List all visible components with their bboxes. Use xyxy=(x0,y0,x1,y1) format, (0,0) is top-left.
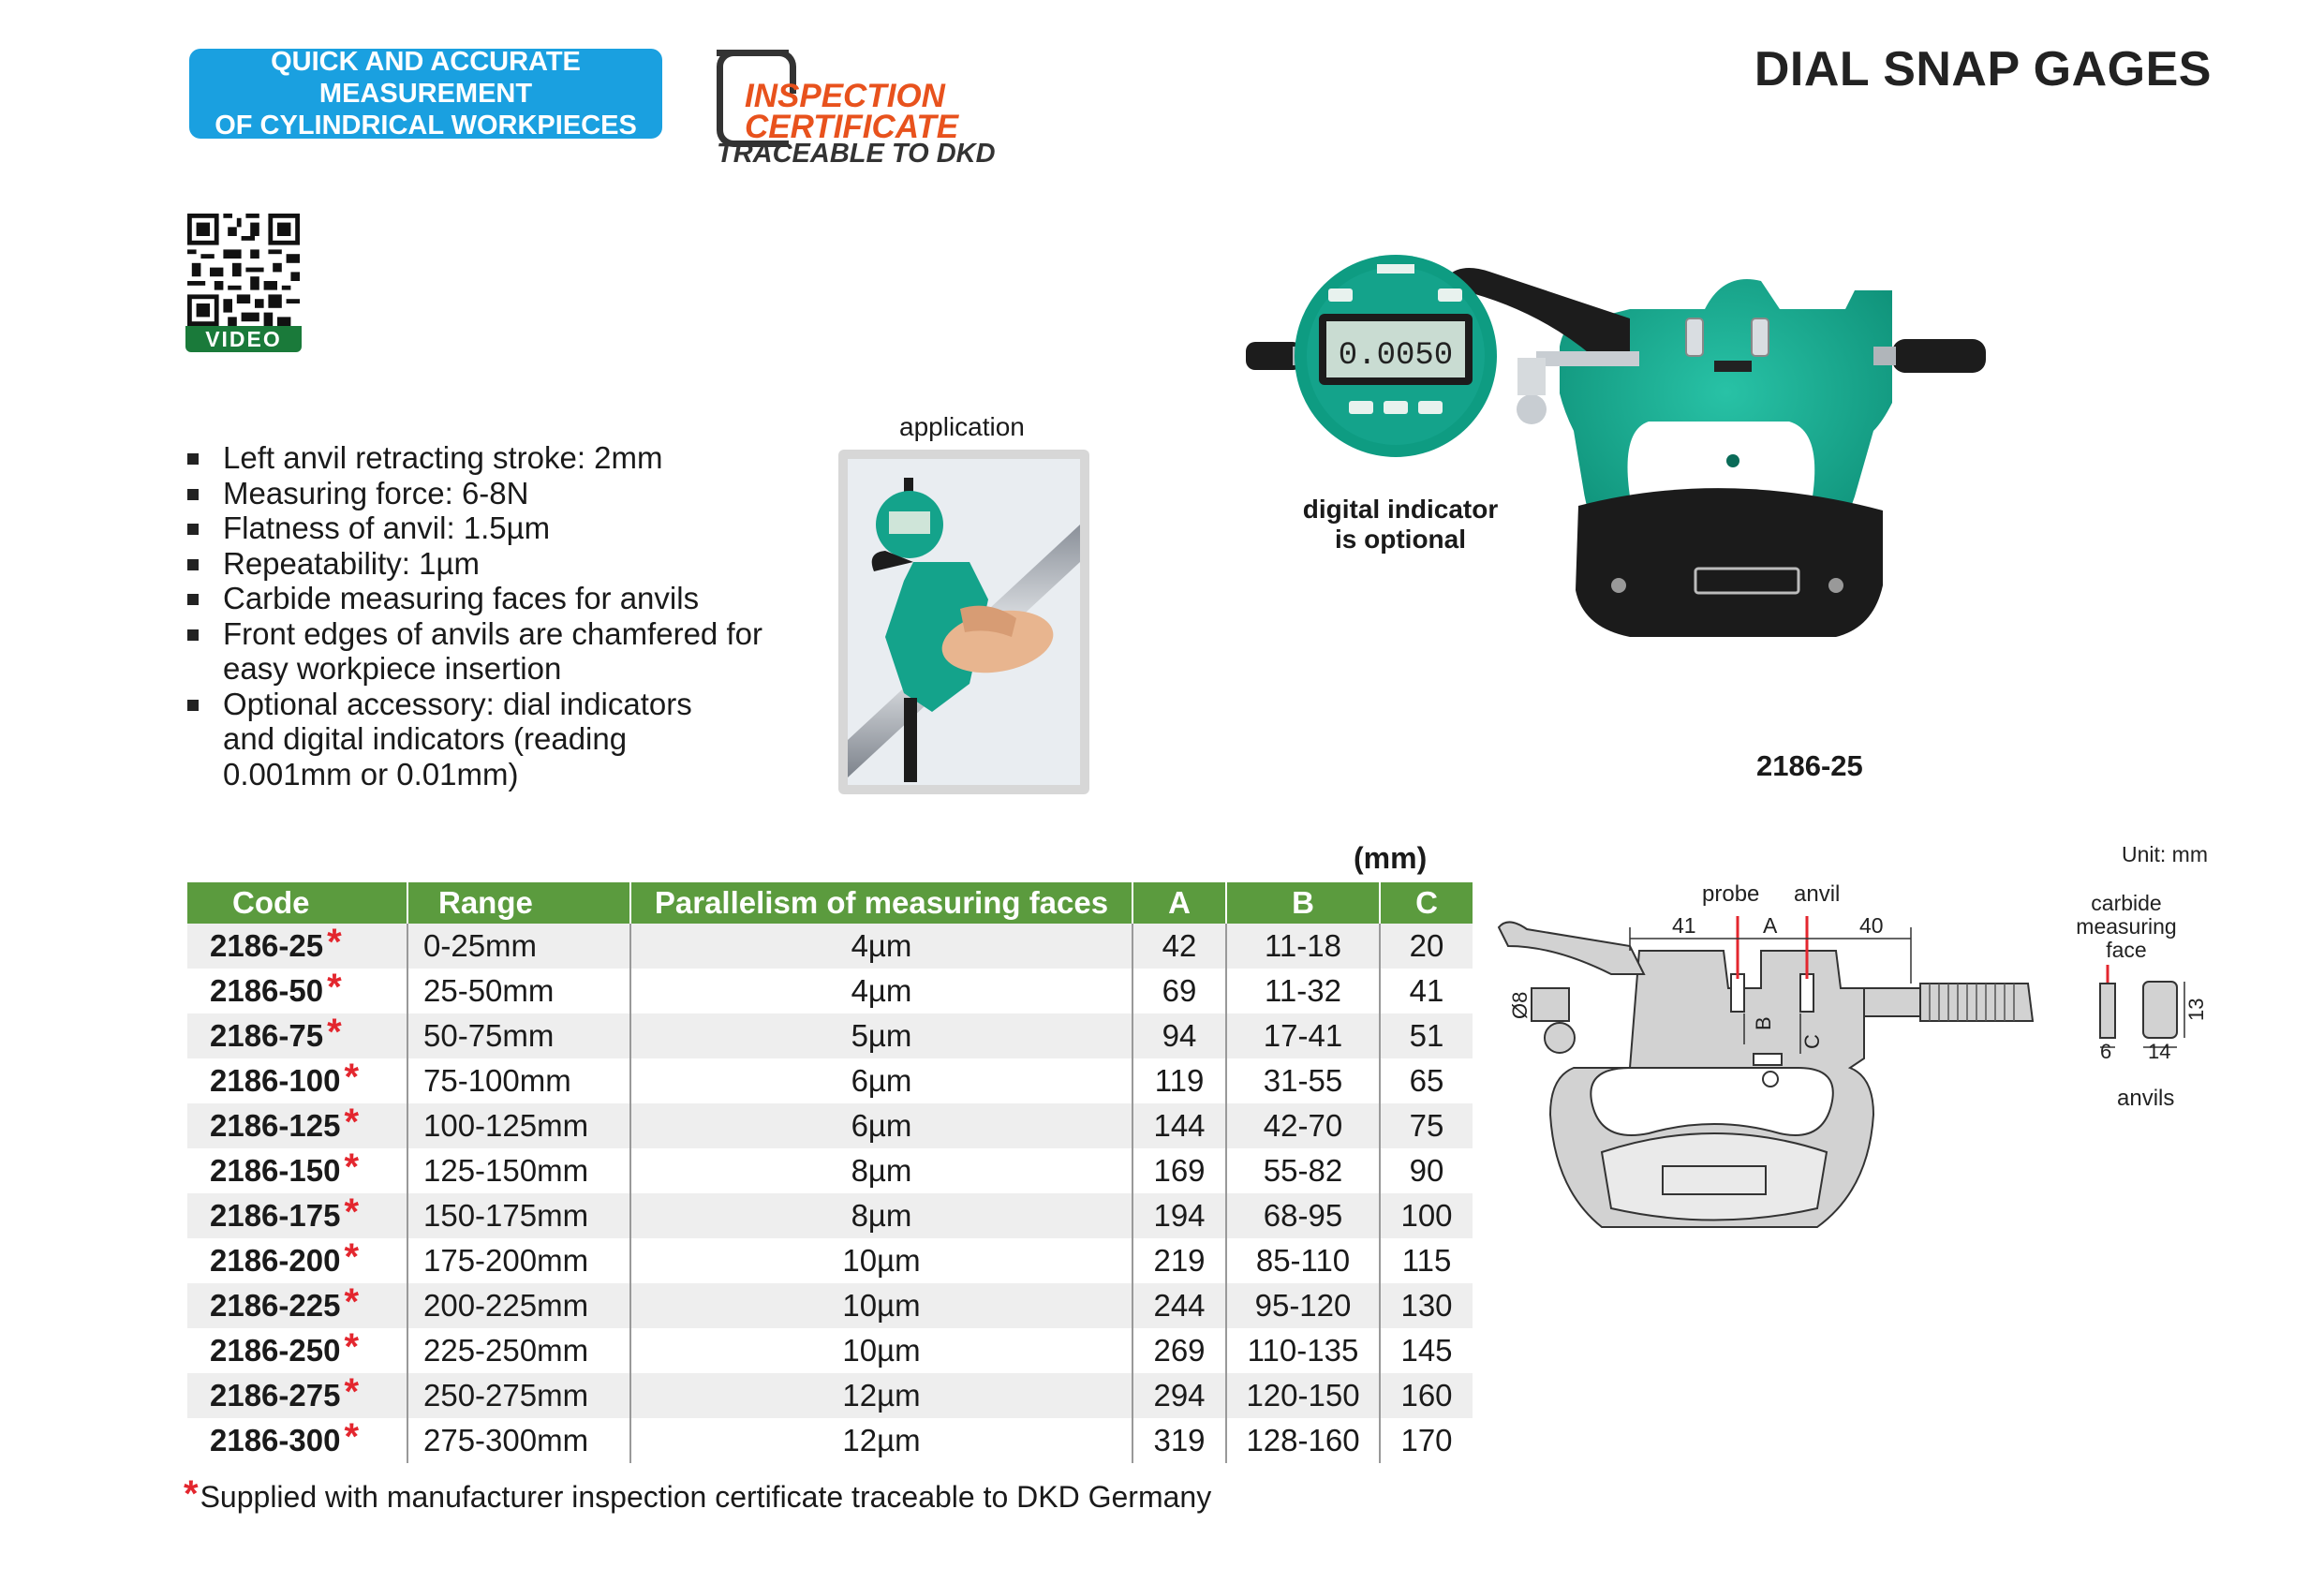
cell-b xyxy=(1226,1283,1380,1328)
cell-c xyxy=(1380,1013,1473,1058)
cell-b xyxy=(1226,1058,1380,1103)
cell-parallelism xyxy=(630,969,1132,1013)
cell-b xyxy=(1226,1193,1380,1238)
certificate-star: * xyxy=(344,1191,360,1233)
feature-item: Carbide measuring faces for anvils xyxy=(185,581,785,616)
cell-range-value: 275-300mm xyxy=(423,1423,589,1457)
cell-c-value: 100 xyxy=(1400,1198,1453,1233)
cell-a xyxy=(1132,1058,1226,1103)
cell-parallelism xyxy=(630,924,1132,969)
cell-a-value: 219 xyxy=(1153,1243,1206,1278)
footnote xyxy=(184,1473,1212,1515)
header-parallelism: Parallelism of measuring faces xyxy=(630,882,1132,924)
cell-a xyxy=(1132,1328,1226,1373)
cell-a-value: 294 xyxy=(1153,1378,1206,1413)
table-row xyxy=(187,1103,1473,1148)
spec-table xyxy=(187,882,1473,1463)
display-readout: 0.0050 xyxy=(1338,338,1454,374)
certificate-star: * xyxy=(344,1147,360,1188)
cell-range xyxy=(407,1283,630,1328)
cell-parallelism xyxy=(630,1058,1132,1103)
table-row xyxy=(187,1148,1473,1193)
cell-parallelism-value: 10µm xyxy=(842,1288,921,1323)
video-qr-code[interactable] xyxy=(185,214,302,352)
cell-b-value: 17-41 xyxy=(1263,1018,1343,1053)
cell-parallelism xyxy=(630,1013,1132,1058)
cell-range xyxy=(407,1103,630,1148)
cell-range xyxy=(407,1013,630,1058)
cell-parallelism xyxy=(630,1418,1132,1463)
dim-c-label: C xyxy=(1800,1034,1824,1049)
carbide-line-1: carbide xyxy=(2091,891,2162,915)
cell-c-value: 115 xyxy=(1401,1243,1452,1278)
cell-b xyxy=(1226,1013,1380,1058)
carbide-line-2: measuring xyxy=(2076,914,2177,939)
cell-c xyxy=(1380,1193,1473,1238)
dim-14-label: 14 xyxy=(2148,1040,2171,1063)
cell-c-value: 51 xyxy=(1409,1018,1444,1053)
cell-a-value: 144 xyxy=(1153,1108,1206,1143)
feature-item: Flatness of anvil: 1.5µm xyxy=(185,510,785,546)
cell-range xyxy=(407,969,630,1013)
cell-range-value: 150-175mm xyxy=(423,1198,589,1233)
cell-parallelism-value: 6µm xyxy=(851,1063,912,1098)
page-title: DIAL SNAP GAGES xyxy=(1754,42,2212,96)
cell-code-value: 2186-275 xyxy=(210,1378,341,1413)
cell-parallelism-value: 12µm xyxy=(842,1423,921,1457)
cell-code xyxy=(187,1418,407,1463)
cell-range xyxy=(407,1238,630,1283)
application-label: application xyxy=(899,412,1025,441)
certificate-star: * xyxy=(327,1012,342,1053)
certificate-star: * xyxy=(344,1236,360,1278)
dim-d8-label: Ø8 xyxy=(1508,991,1532,1019)
cell-code-value: 2186-175 xyxy=(210,1198,341,1233)
cell-range-value: 250-275mm xyxy=(423,1378,589,1413)
cell-a xyxy=(1132,1148,1226,1193)
cell-b xyxy=(1226,1418,1380,1463)
cell-c xyxy=(1380,1058,1473,1103)
cell-c xyxy=(1380,1148,1473,1193)
cell-a xyxy=(1132,969,1226,1013)
cell-range xyxy=(407,1328,630,1373)
cell-b-value: 42-70 xyxy=(1263,1108,1343,1143)
cell-b-value: 128-160 xyxy=(1246,1423,1360,1457)
cell-range-value: 200-225mm xyxy=(423,1288,589,1323)
cell-c xyxy=(1380,1238,1473,1283)
cell-b-value: 11-32 xyxy=(1265,973,1341,1008)
cell-b-value: 120-150 xyxy=(1246,1378,1360,1413)
cell-code xyxy=(187,969,407,1013)
cell-code xyxy=(187,1328,407,1373)
table-row xyxy=(187,1193,1473,1238)
cell-a-value: 319 xyxy=(1153,1423,1206,1457)
cell-c-value: 90 xyxy=(1409,1153,1444,1188)
diagram-unit: Unit: mm xyxy=(2122,842,2208,866)
cell-b-value: 11-18 xyxy=(1265,928,1341,963)
cell-range-value: 25-50mm xyxy=(423,973,555,1008)
cell-c-value: 170 xyxy=(1400,1423,1453,1457)
feature-item: Measuring force: 6-8N xyxy=(185,476,785,511)
product-image xyxy=(1236,187,2192,787)
cell-b xyxy=(1226,969,1380,1013)
cell-c xyxy=(1380,1103,1473,1148)
table-row xyxy=(187,1328,1473,1373)
cell-a xyxy=(1132,1238,1226,1283)
cell-a xyxy=(1132,924,1226,969)
cell-c-value: 65 xyxy=(1409,1063,1444,1098)
header-c: C xyxy=(1380,882,1473,924)
cell-range xyxy=(407,1148,630,1193)
cell-c-value: 160 xyxy=(1400,1378,1453,1413)
dim-a-label: A xyxy=(1763,913,1778,938)
cell-b xyxy=(1226,1328,1380,1373)
optional-line-1: digital indicator xyxy=(1302,495,1499,524)
cell-parallelism xyxy=(630,1238,1132,1283)
table-body xyxy=(187,924,1473,1463)
certificate-star: * xyxy=(344,1416,360,1457)
table-row xyxy=(187,969,1473,1013)
cell-c xyxy=(1380,1418,1473,1463)
cell-a xyxy=(1132,1193,1226,1238)
cell-b xyxy=(1226,924,1380,969)
cell-code xyxy=(187,1058,407,1103)
table-unit: (mm) xyxy=(1354,841,1428,875)
cell-b xyxy=(1226,1238,1380,1283)
cell-range xyxy=(407,1193,630,1238)
cell-a xyxy=(1132,1283,1226,1328)
optional-line-2: is optional xyxy=(1335,525,1466,554)
cell-code xyxy=(187,1373,407,1418)
cell-range-value: 100-125mm xyxy=(423,1108,589,1143)
cell-parallelism xyxy=(630,1193,1132,1238)
header-range xyxy=(407,882,630,924)
cell-a xyxy=(1132,1013,1226,1058)
cell-code-value: 2186-250 xyxy=(210,1333,341,1368)
certificate-star: * xyxy=(344,1102,360,1143)
cell-code-value: 2186-200 xyxy=(210,1243,341,1278)
cell-parallelism-value: 8µm xyxy=(851,1153,912,1188)
cell-a xyxy=(1132,1418,1226,1463)
table-header-row xyxy=(187,882,1473,924)
cell-b xyxy=(1226,1373,1380,1418)
cell-range-value: 125-150mm xyxy=(423,1153,589,1188)
dim-b-label: B xyxy=(1752,1016,1775,1030)
cell-code-value: 2186-100 xyxy=(210,1063,341,1098)
cell-parallelism-value: 10µm xyxy=(842,1333,921,1368)
cell-parallelism xyxy=(630,1283,1132,1328)
header-code xyxy=(187,882,407,924)
cell-a-value: 42 xyxy=(1162,928,1197,963)
cell-b-value: 31-55 xyxy=(1263,1063,1343,1098)
cell-b xyxy=(1226,1103,1380,1148)
probe-label: probe xyxy=(1702,881,1760,907)
badge-line-2: OF CYLINDRICAL WORKPIECES xyxy=(215,111,637,141)
certificate-star: * xyxy=(327,922,342,963)
table-row xyxy=(187,1418,1473,1463)
cell-b-value: 95-120 xyxy=(1254,1288,1352,1323)
cell-range xyxy=(407,924,630,969)
certificate-star: * xyxy=(327,967,342,1008)
cell-parallelism-value: 8µm xyxy=(851,1198,912,1233)
dim-40-label: 40 xyxy=(1859,913,1884,938)
cell-c-value: 41 xyxy=(1409,973,1444,1008)
dimension-diagram xyxy=(1480,834,2229,1274)
certificate-star: * xyxy=(344,1371,360,1413)
table-row xyxy=(187,1013,1473,1058)
product-caption: 2186-25 xyxy=(1756,749,1863,782)
cell-parallelism xyxy=(630,1373,1132,1418)
cell-b-value: 110-135 xyxy=(1247,1333,1359,1368)
certificate-star: * xyxy=(344,1281,360,1323)
cell-range-value: 175-200mm xyxy=(423,1243,589,1278)
header-a: A xyxy=(1132,882,1226,924)
cell-parallelism-value: 5µm xyxy=(851,1018,912,1053)
cell-parallelism xyxy=(630,1103,1132,1148)
cell-a-value: 194 xyxy=(1153,1198,1206,1233)
cell-b xyxy=(1226,1148,1380,1193)
cell-parallelism-value: 12µm xyxy=(842,1378,921,1413)
table-row xyxy=(187,1238,1473,1283)
header-code-label: Code xyxy=(232,885,310,920)
cell-code xyxy=(187,1193,407,1238)
optional-indicator-note xyxy=(1260,495,1541,555)
cell-a xyxy=(1132,1373,1226,1418)
dim-41-label: 41 xyxy=(1672,913,1696,938)
cell-range-value: 225-250mm xyxy=(423,1333,589,1368)
table-row xyxy=(187,1373,1473,1418)
header-range-label: Range xyxy=(438,885,533,920)
table-row xyxy=(187,1058,1473,1103)
cell-code-value: 2186-50 xyxy=(210,973,324,1008)
cell-a-value: 69 xyxy=(1162,973,1197,1008)
cell-b-value: 68-95 xyxy=(1263,1198,1343,1233)
certificate-star: * xyxy=(344,1057,360,1098)
cell-code xyxy=(187,924,407,969)
header-b: B xyxy=(1226,882,1380,924)
footnote-text: Supplied with manufacturer inspection certificate traceable to DKD Germany xyxy=(200,1480,1212,1514)
feature-list xyxy=(185,440,785,792)
cell-code-value: 2186-125 xyxy=(210,1108,341,1143)
cell-c-value: 130 xyxy=(1400,1288,1453,1323)
cell-range-value: 50-75mm xyxy=(423,1018,555,1053)
cell-c xyxy=(1380,1373,1473,1418)
cell-parallelism xyxy=(630,1328,1132,1373)
cell-range-value: 75-100mm xyxy=(423,1063,571,1098)
cell-range xyxy=(407,1373,630,1418)
cell-c xyxy=(1380,969,1473,1013)
cell-c-value: 20 xyxy=(1409,928,1444,963)
cell-c xyxy=(1380,1328,1473,1373)
cell-range-value: 0-25mm xyxy=(423,928,538,963)
badge-line-1: QUICK AND ACCURATE MEASUREMENT xyxy=(271,47,581,109)
qr-code-icon xyxy=(185,214,302,326)
cell-range xyxy=(407,1418,630,1463)
video-label: VIDEO xyxy=(185,326,302,352)
cell-code-value: 2186-300 xyxy=(210,1423,341,1457)
inspection-line-2: CERTIFICATE xyxy=(745,109,959,145)
cell-parallelism-value: 6µm xyxy=(851,1108,912,1143)
anvils-label: anvils xyxy=(2117,1086,2175,1111)
cell-code xyxy=(187,1238,407,1283)
inspection-certificate-logo xyxy=(717,47,998,169)
feature-item: Left anvil retracting stroke: 2mm xyxy=(185,440,785,476)
dim-13-label: 13 xyxy=(2184,998,2208,1021)
cell-a-value: 169 xyxy=(1153,1153,1206,1188)
table-row xyxy=(187,1283,1473,1328)
application-illustration-icon xyxy=(848,459,1080,785)
dim-6-label: 6 xyxy=(2100,1040,2112,1063)
anvil-label: anvil xyxy=(1794,881,1841,907)
cell-code-value: 2186-225 xyxy=(210,1288,341,1323)
cell-code-value: 2186-150 xyxy=(210,1153,341,1188)
cell-b-value: 85-110 xyxy=(1255,1243,1351,1278)
cell-parallelism-value: 4µm xyxy=(851,973,912,1008)
feature-item: Repeatability: 1µm xyxy=(185,546,785,582)
cell-a-value: 269 xyxy=(1153,1333,1206,1368)
cell-code-value: 2186-25 xyxy=(210,928,324,963)
cell-c xyxy=(1380,924,1473,969)
feature-badge xyxy=(189,49,662,139)
cell-b-value: 55-82 xyxy=(1263,1153,1343,1188)
cell-parallelism xyxy=(630,1148,1132,1193)
certificate-star: * xyxy=(344,1326,360,1368)
cell-code xyxy=(187,1148,407,1193)
cell-parallelism-value: 4µm xyxy=(851,928,912,963)
cell-range xyxy=(407,1058,630,1103)
cell-c-value: 145 xyxy=(1400,1333,1453,1368)
cell-a-value: 119 xyxy=(1154,1063,1205,1098)
cell-parallelism-value: 10µm xyxy=(842,1243,921,1278)
cell-code xyxy=(187,1283,407,1328)
cell-a xyxy=(1132,1103,1226,1148)
cell-a-value: 244 xyxy=(1153,1288,1206,1323)
cell-code xyxy=(187,1013,407,1058)
inspection-line-3: TRACEABLE TO DKD xyxy=(717,139,996,169)
table-row xyxy=(187,924,1473,969)
cell-code xyxy=(187,1103,407,1148)
cell-code-value: 2186-75 xyxy=(210,1018,324,1053)
feature-item: Optional accessory: dial indicators and digital indicators (reading 0.001mm or 0.01mm) xyxy=(185,687,729,792)
footnote-star: * xyxy=(184,1473,199,1515)
dial-snap-gage-icon xyxy=(1236,187,2192,787)
cell-c-value: 75 xyxy=(1409,1108,1444,1143)
application-photo xyxy=(838,450,1089,794)
inspection-line-1: INSPECTION xyxy=(745,78,945,114)
cell-a-value: 94 xyxy=(1162,1018,1197,1053)
feature-item: Front edges of anvils are chamfered for easy workpiece insertion xyxy=(185,616,766,687)
cell-c xyxy=(1380,1283,1473,1328)
carbide-line-3: face xyxy=(2106,938,2147,962)
